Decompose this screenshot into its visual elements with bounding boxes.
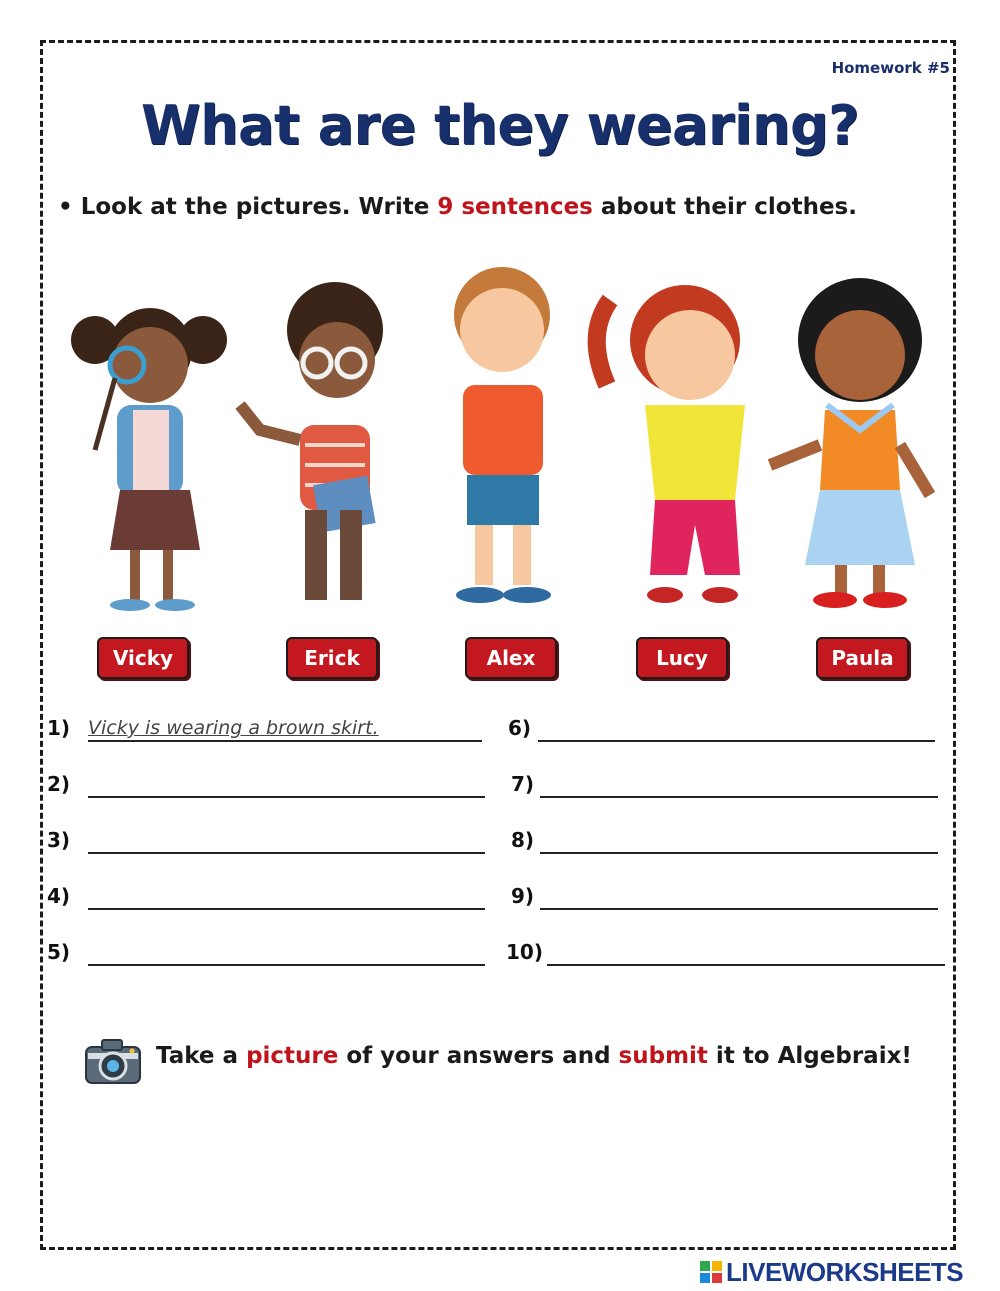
name-label-lucy: Lucy [636, 637, 728, 679]
answer-number: 6) [508, 716, 532, 740]
answer-line[interactable] [88, 796, 485, 798]
paula-figure [770, 278, 930, 608]
footer-part3: it to Algebraix! [707, 1043, 912, 1069]
answer-row-9 [511, 884, 941, 914]
answer-number: 9) [511, 884, 535, 908]
answer-row-5 [47, 940, 487, 970]
instruction-highlight: 9 sentences [437, 194, 593, 220]
instruction-part2: about their clothes. [592, 194, 857, 220]
footer-picture: picture [246, 1043, 339, 1069]
answer-number: 7) [511, 772, 535, 796]
page-title: What are they wearing? [141, 94, 859, 157]
footer-part2: of your answers and [338, 1043, 619, 1069]
children-illustration [55, 255, 945, 630]
answer-line[interactable] [88, 852, 485, 854]
name-label-erick: Erick [286, 637, 378, 679]
answer-line[interactable] [538, 740, 935, 742]
answer-line [88, 740, 482, 742]
liveworksheets-brand [700, 1258, 963, 1286]
answer-row-6 [508, 716, 938, 746]
homework-label: Homework #5 [831, 59, 950, 77]
answer-row-2 [47, 772, 487, 802]
bullet: • [58, 194, 73, 220]
vicky-figure [71, 308, 227, 611]
answer-number: 10) [506, 940, 543, 964]
camera-icon [84, 1035, 142, 1087]
answer-number: 3) [47, 828, 71, 852]
answer-row-7 [511, 772, 941, 802]
liveworksheets-text: LIVEWORKSHEETS [726, 1256, 964, 1287]
footer-part1: Take a [156, 1043, 247, 1069]
answer-line[interactable] [88, 964, 485, 966]
answer-line[interactable] [540, 852, 938, 854]
instruction [58, 194, 857, 220]
answer-line[interactable] [547, 964, 945, 966]
answer-row-10 [506, 940, 946, 970]
answer-row-8 [511, 828, 941, 858]
answer-row-3 [47, 828, 487, 858]
answer-number: 2) [47, 772, 71, 796]
erick-figure [240, 282, 383, 600]
answer-number: 1) [47, 716, 71, 740]
answer-line[interactable] [88, 908, 485, 910]
name-label-paula: Paula [816, 637, 909, 679]
answer-line[interactable] [540, 908, 938, 910]
answer-number: 5) [47, 940, 71, 964]
answer-row-4 [47, 884, 487, 914]
answer-number: 4) [47, 884, 71, 908]
answer-text[interactable]: Vicky is wearing a brown skirt. [88, 717, 379, 739]
answer-line[interactable] [540, 796, 938, 798]
answer-row-1 [47, 716, 487, 746]
alex-figure [454, 267, 551, 603]
answer-number: 8) [511, 828, 535, 852]
liveworksheets-logo-icon [700, 1261, 722, 1283]
instruction-part1: Look at the pictures. Write [80, 194, 438, 220]
name-label-alex: Alex [465, 637, 557, 679]
footer-instruction [156, 1043, 912, 1069]
footer-submit: submit [618, 1043, 708, 1069]
lucy-figure [597, 285, 745, 603]
name-label-vicky: Vicky [97, 637, 189, 679]
